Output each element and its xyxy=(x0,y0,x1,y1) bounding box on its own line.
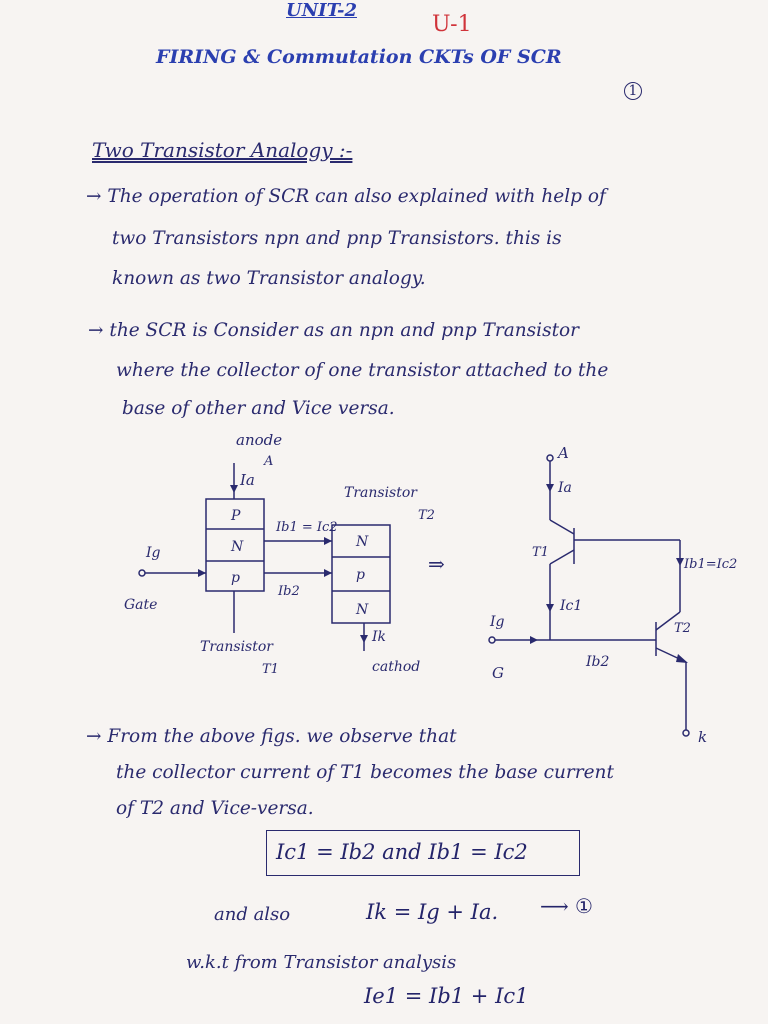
right-t2-label: T2 xyxy=(674,621,691,636)
anode-label: anode xyxy=(236,431,283,449)
equation-1-ref: ⟶ ① xyxy=(540,894,593,918)
unit-code: U-1 xyxy=(432,12,472,37)
para1-line1: → The operation of SCR can also explained with help of xyxy=(86,186,606,207)
right-ic1-label: Ic1 xyxy=(560,598,583,614)
gate-label: Gate xyxy=(124,597,158,613)
t1-layer-n: N xyxy=(231,539,244,555)
cathode-label: cathod xyxy=(372,659,421,675)
ib2-label: Ib2 xyxy=(278,584,300,599)
para3-line2: the collector current of T1 becomes the base current xyxy=(116,762,614,783)
page-title: FIRING & Commutation CKTs OF SCR xyxy=(156,46,562,68)
t1-layer-p2: p xyxy=(231,570,240,586)
right-ib1-ic2-label: Ib1=Ic2 xyxy=(684,557,738,572)
section-title: Two Transistor Analogy :- xyxy=(92,138,353,162)
t1-label: T1 xyxy=(262,662,279,677)
transistor-t2-label: Transistor xyxy=(344,485,417,501)
ia-arrow xyxy=(230,485,238,493)
and-also-text: and also xyxy=(214,904,291,925)
equivalence-arrow: ⇒ xyxy=(428,552,445,576)
ig-label: Ig xyxy=(146,545,161,561)
anode-a-label: A xyxy=(558,444,569,462)
ik-label: Ik xyxy=(372,629,387,645)
wkt-text: w.k.t from Transistor analysis xyxy=(186,952,457,973)
ia-label: Ia xyxy=(240,471,255,489)
t2-layer-n2: N xyxy=(356,602,369,618)
scr-layer-diagram xyxy=(100,425,460,685)
para2-line2: where the collector of one transistor attached to the xyxy=(116,360,609,381)
para2-line1: → the SCR is Consider as an npn and pnp Transistor xyxy=(88,320,579,341)
right-k-label: k xyxy=(698,728,708,746)
right-t1-label: T1 xyxy=(532,545,549,560)
para1-line3: known as two Transistor analogy. xyxy=(112,268,426,289)
anode-letter: A xyxy=(264,454,274,469)
unit-heading: UNIT-2 xyxy=(286,0,357,21)
t2-layer-n: N xyxy=(356,534,369,550)
ib1-ic2-label: Ib1 = Ic2 xyxy=(276,520,338,535)
right-g-label: G xyxy=(492,664,504,682)
right-ia-label: Ia xyxy=(558,480,572,496)
page-number: 1 xyxy=(624,82,642,100)
two-transistor-circuit xyxy=(470,440,760,750)
equation-2: Ie1 = Ib1 + Ic1 xyxy=(364,984,529,1008)
equation-1: Ik = Ig + Ia. xyxy=(366,900,499,924)
t2-label: T2 xyxy=(418,508,435,523)
right-ib2-label: Ib2 xyxy=(586,654,610,670)
para2-line3: base of other and Vice versa. xyxy=(122,398,395,419)
t1-layer-p: P xyxy=(231,508,241,524)
para3-line1: → From the above figs. we observe that xyxy=(86,726,457,747)
para1-line2: two Transistors npn and pnp Transistors. this is xyxy=(112,228,562,249)
para3-line3: of T2 and Vice-versa. xyxy=(116,798,314,819)
transistor-t1-label: Transistor xyxy=(200,639,273,655)
t2-layer-p: p xyxy=(356,567,365,583)
right-ig-label: Ig xyxy=(490,614,505,630)
boxed-equation-text: Ic1 = Ib2 and Ib1 = Ic2 xyxy=(276,840,528,864)
